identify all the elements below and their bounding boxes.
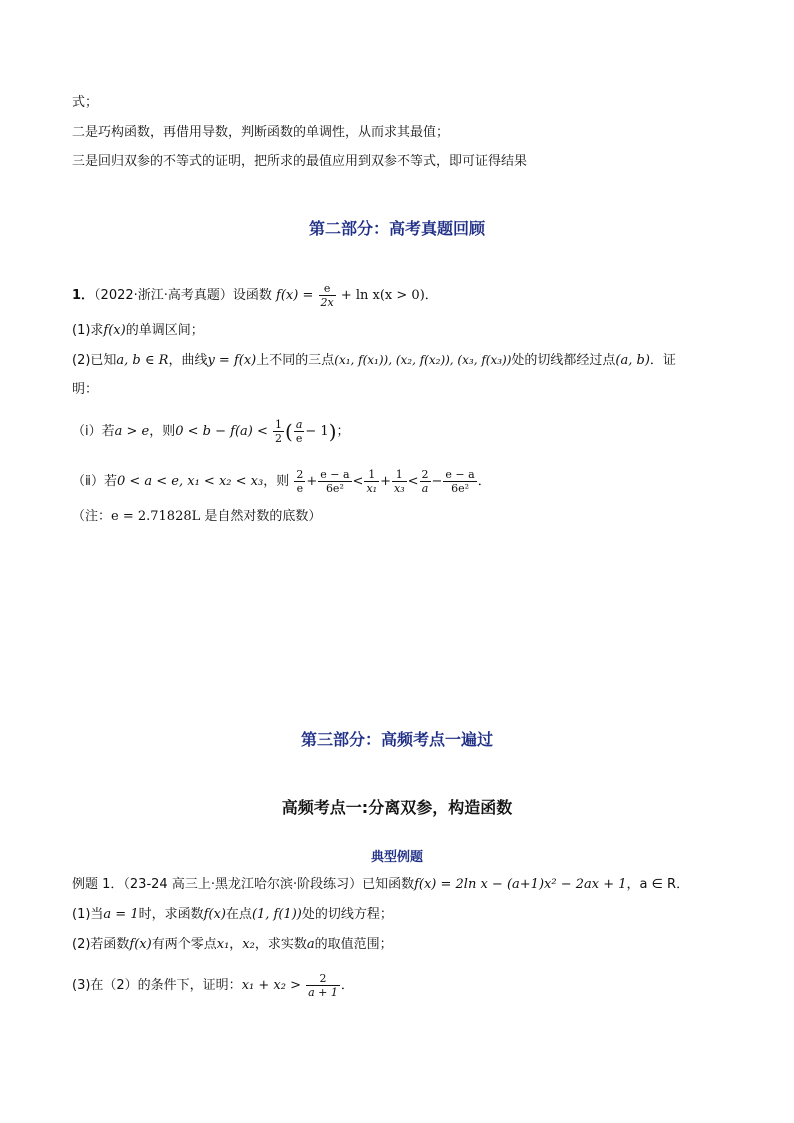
q1-sub2: [72, 351, 676, 370]
ex1-sub2-f: f(x): [129, 937, 152, 952]
ex1-sub3: [72, 972, 354, 999]
ex1-sub2-e: 的取值范围；: [314, 937, 393, 952]
ex1-sub2-x2: x₂: [242, 937, 255, 952]
ex1-sub2-a: (2)若函数: [72, 937, 130, 952]
q1-sub1: [72, 322, 204, 340]
q1-i-a-over-e: [294, 418, 305, 445]
q1-ii-f2-den: 6e²: [325, 482, 344, 495]
q1-ii-frac4: [392, 468, 407, 495]
ex1-sub2-c: ，: [229, 937, 243, 952]
q1-sub2-text1: ，曲线: [168, 353, 208, 368]
q1-func-rhs: + ln x(x > 0): [340, 288, 425, 303]
q1-ii-f3-num: 1: [364, 468, 379, 482]
ex1-sub2: [72, 936, 393, 954]
q1-sub1-f: f(x): [103, 323, 126, 338]
q1-note-e: e = 2.71828L: [111, 509, 201, 524]
q1-part-ii: （ⅱ）若0 < a < e, x₁ < x₂ < x₃，则 $\frac{2}{e}$ + $\frac{e - a}{\text{6e²}}$ < $\frac{1}{\text{x₁}}$ + $\frac{1}{\text{x₃}}$ < $\frac{2}{a}$ − $\frac{e - a}{\text{6e²}}$ ．: [72, 468, 491, 495]
q1-sub2-cont: 明：: [72, 382, 99, 397]
q1-i-text: ，则: [149, 424, 176, 439]
q1-ii-f6-den: 6e²: [451, 482, 470, 495]
q1-sub2-points: (x₁, f(x₁)), (x₂, f(x₂)), (x₃, f(x₃)): [334, 353, 512, 367]
q1-i-tail: − 1: [305, 424, 329, 439]
ex1-sub1-b: 时，求函数: [138, 907, 204, 922]
ex1-statement: [72, 876, 689, 894]
q1-sub1-text: 的单调区间；: [125, 323, 204, 338]
q1-i-expr: 0 < b − f(a) <: [175, 424, 268, 439]
q1-i-cond: a > e: [114, 424, 150, 439]
q1-ii-frac6: [443, 468, 476, 495]
part3-title: 第三部分：高频考点一遍过: [300, 730, 493, 749]
q1-frac-den: 2x: [320, 296, 334, 309]
q1-func-lhs: f(x) =: [276, 288, 314, 303]
q1-i-a-den: e: [295, 432, 303, 445]
q1-ii-cond: 0 < a < e, x₁ < x₂ < x₃: [116, 474, 264, 489]
q1-i-half-den: 2: [275, 432, 283, 445]
intro-line-2: 二是巧构函数，再借用导数，判断函数的单调性，从而求其最值；: [72, 125, 450, 140]
q1-sub2-curve: y = f(x): [207, 353, 257, 368]
q1-i-label: （ⅰ）若: [72, 424, 115, 439]
q1-part-i: （ⅰ）若a > e，则0 < b − f(a) < $\frac{1}{2}$ ( $\frac{a}{e}$ − 1)；: [72, 418, 350, 445]
ex1-sub2-b: 有两个零点: [151, 937, 217, 952]
ex1-sub1-pt: (1, f(1)): [251, 907, 302, 922]
q1-i-half-num: 1: [275, 418, 283, 431]
q1-ii-f5-den: a: [421, 482, 429, 495]
q1-note-open: （注：: [72, 509, 112, 524]
q1-ii-end: ．: [477, 474, 491, 489]
ex1-sub1-cond: a = 1: [103, 907, 139, 922]
q1-ii-frac5: [420, 468, 431, 495]
q1-ii-f5-num: 2: [421, 468, 429, 481]
q1-ii-f2-num: e − a: [320, 468, 350, 481]
q1-ii-f6-num: e − a: [445, 468, 475, 481]
q1-ii-frac2: [318, 468, 351, 495]
ex1-sub1: [72, 906, 393, 924]
q1-ii-f1-den: e: [296, 482, 304, 495]
part2-title: 第二部分：高考真题回顾: [308, 219, 485, 238]
q1-source: （2022·浙江·高考真题）设函数: [94, 288, 272, 303]
ex1-func: f(x) = 2ln x − (a+1)x² − 2ax + 1: [414, 877, 627, 892]
ex1-sub1-a: (1)当: [72, 907, 104, 922]
q1-ii-frac3: [364, 468, 379, 495]
q1-sub2-text2: 上不同的三点: [256, 353, 335, 368]
part3-subtitle: 高频考点一:分离双参，构造函数: [281, 798, 513, 817]
q1-sub2-text4: ．证: [649, 353, 676, 368]
ex1-sub1-c: 在点: [225, 907, 252, 922]
q1-ii-frac1: [294, 468, 305, 495]
q1-statement: [72, 282, 438, 309]
q1-end: ．: [424, 288, 438, 303]
q1-ii-f4-num: 1: [392, 468, 407, 482]
q1-sub2-point: (a, b): [615, 353, 650, 368]
ex1-sub3-a: (3)在（2）的条件下，证明：: [72, 978, 242, 993]
ex1-sub3-num: 2: [306, 972, 340, 986]
q1-sub1-label: (1)求: [72, 323, 104, 338]
q1-number: 1．: [72, 288, 95, 303]
ex1-sub3-den: a + 1: [308, 986, 338, 999]
q1-note: [72, 508, 321, 526]
ex1-sub2-x1: x₁: [216, 937, 230, 952]
q1-i-half: [273, 418, 284, 445]
ex1-sub3-expr: x₁ + x₂ >: [241, 978, 301, 993]
ex1-sub2-d: ，求实数: [254, 937, 307, 952]
q1-ii-f4-den: x₃: [393, 482, 405, 495]
ex1-source: （23-24 高三上·黑龙江哈尔滨·阶段练习）已知函数: [123, 877, 415, 892]
q1-i-a-num: a: [295, 418, 303, 431]
intro-line-3: 三是回归双参的不等式的证明，把所求的最值应用到双参不等式，即可证得结果: [72, 154, 528, 169]
q1-i-end: ；: [336, 424, 350, 439]
q1-ii-text: ，则: [263, 474, 290, 489]
q1-sub2-cond: a, b ∈ R: [116, 353, 169, 368]
q1-frac-num: e: [319, 282, 336, 296]
ex1-sub1-f: f(x): [203, 907, 226, 922]
ex1-sub3-end: ．: [340, 978, 354, 993]
ex1-sub1-d: 处的切线方程；: [301, 907, 393, 922]
ex1-domain: ，a ∈ R．: [626, 877, 690, 892]
q1-ii-label: （ⅱ）若: [72, 474, 117, 489]
intro-line-1: 式；: [72, 95, 99, 110]
q1-ii-f3-den: x₁: [366, 482, 378, 495]
ex1-sub2-a2: a: [306, 937, 315, 952]
q1-note-text: 是自然对数的底数）: [204, 509, 322, 524]
q1-sub2-text3: 处的切线都经过点: [511, 353, 616, 368]
example-head: 典型例题: [370, 850, 423, 865]
q1-fraction: [319, 282, 336, 309]
ex1-label: 例题 1．: [72, 877, 124, 892]
ex1-sub3-frac: [306, 972, 340, 999]
q1-sub2-label: (2)已知: [72, 353, 117, 368]
q1-ii-f1-num: 2: [296, 468, 304, 481]
